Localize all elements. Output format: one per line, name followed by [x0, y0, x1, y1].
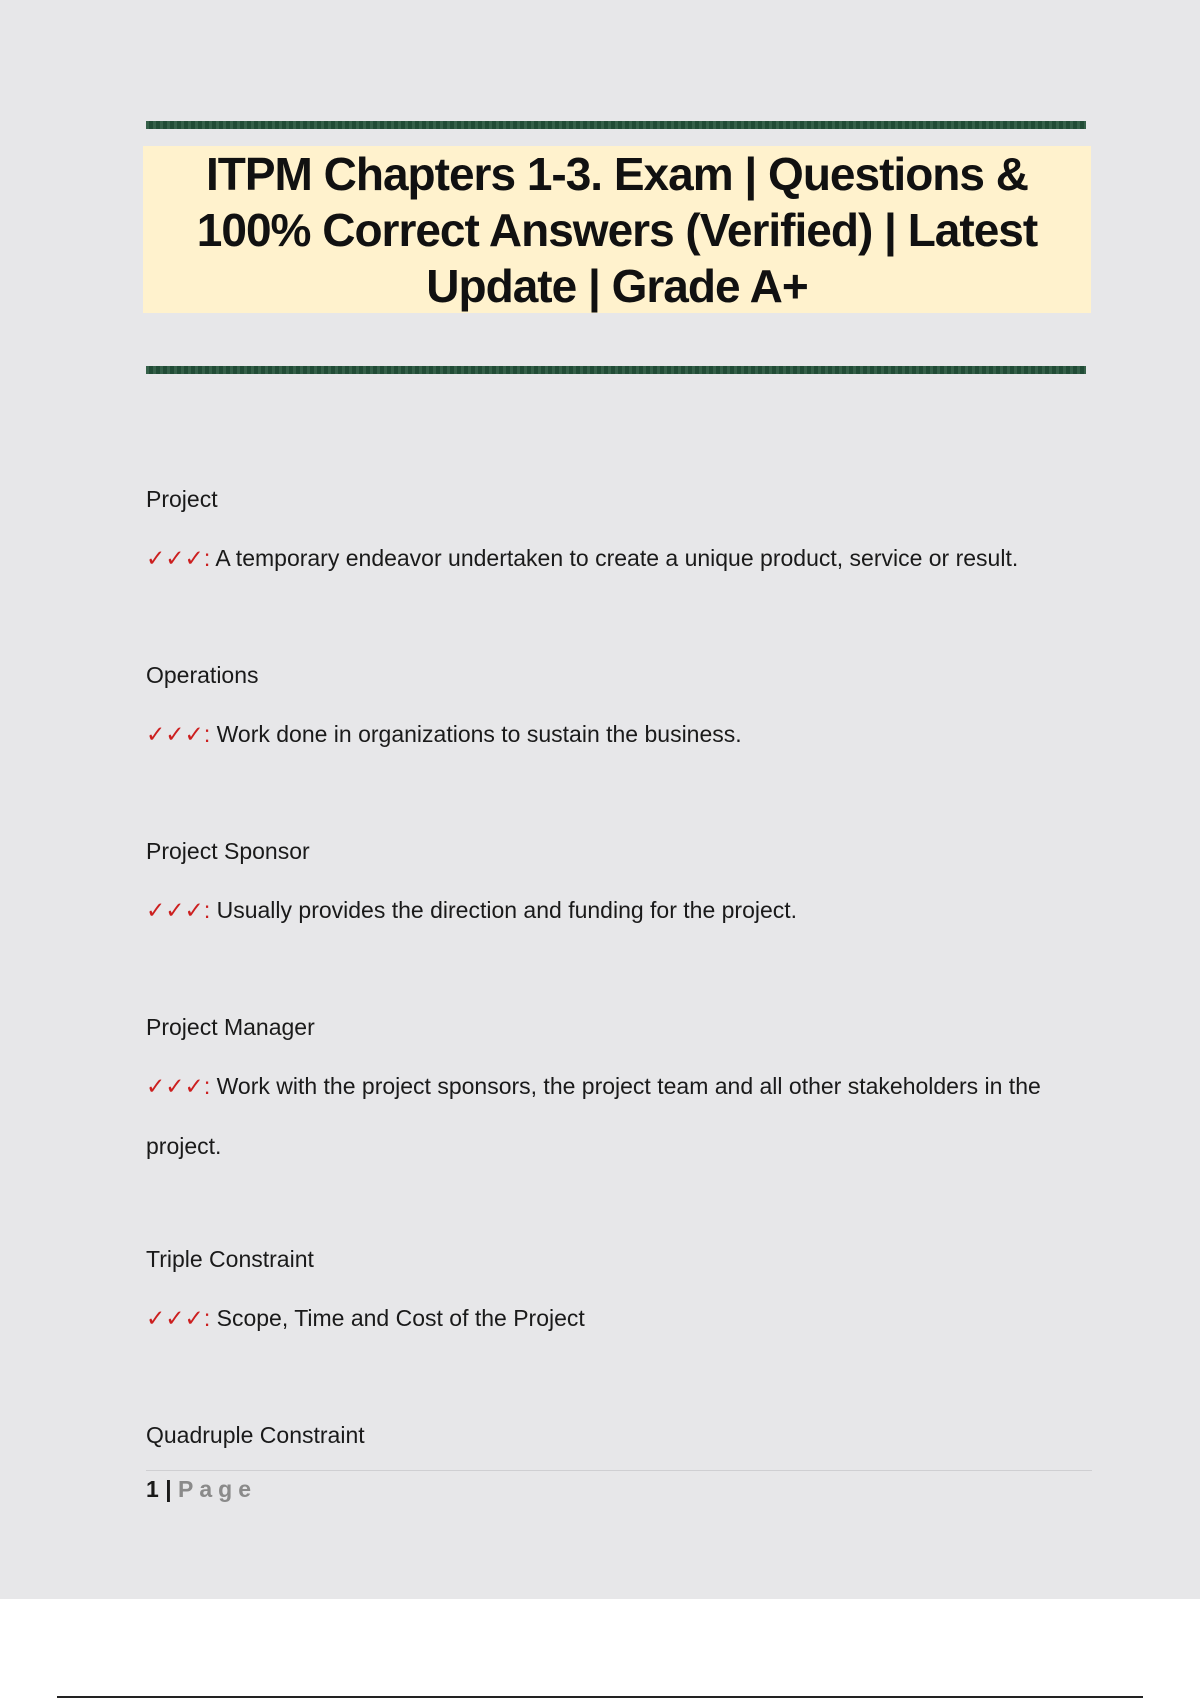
qa-item: [146, 1012, 1106, 1176]
answer-body: Usually provides the direction and funding for the project.: [216, 897, 798, 923]
checkmarks-icon: ✓✓✓:: [146, 1305, 211, 1331]
checkmarks-icon: ✓✓✓:: [146, 897, 211, 923]
title-highlight-box: [143, 146, 1091, 313]
page-number: 1: [146, 1476, 159, 1502]
question-text: Operations: [146, 662, 259, 688]
checkmarks-icon: ✓✓✓:: [146, 1073, 211, 1099]
answer-body: Work with the project sponsors, the project team and all other stakeholders in the project.: [146, 1073, 1041, 1159]
answer-text: [146, 1288, 1106, 1348]
answer-text: [146, 528, 1106, 588]
question-text: Project Manager: [146, 1014, 315, 1040]
checkmarks-icon: ✓✓✓:: [146, 545, 211, 571]
answer-body: Work done in organizations to sustain the business.: [216, 721, 742, 747]
qa-item: [146, 660, 1106, 764]
question-text: Project Sponsor: [146, 838, 310, 864]
page-footer: [146, 1474, 257, 1504]
title-bottom-rule: [146, 366, 1086, 374]
qa-item: [146, 1420, 1106, 1450]
title-top-rule: [146, 121, 1086, 129]
document-title: ITPM Chapters 1-3. Exam | Questions & 100% Correct Answers (Verified) | Latest Update | Grade A+: [196, 147, 1038, 312]
qa-item: [146, 484, 1106, 588]
footer-separator: |: [165, 1476, 172, 1502]
answer-text: [146, 1056, 1106, 1176]
answer-body: A temporary endeavor undertaken to create a unique product, service or result.: [215, 545, 1019, 571]
answer-body: Scope, Time and Cost of the Project: [216, 1305, 585, 1331]
question-text: Quadruple Constraint: [146, 1422, 365, 1448]
answer-text: [146, 704, 1106, 764]
footer-divider: [146, 1470, 1092, 1471]
answer-text: [146, 880, 1106, 940]
question-text: Project: [146, 486, 218, 512]
qa-item: [146, 1244, 1106, 1348]
page-label: Page: [178, 1476, 257, 1502]
qa-item: [146, 836, 1106, 940]
question-text: Triple Constraint: [146, 1246, 314, 1272]
next-page-top-rule: [57, 1696, 1143, 1698]
checkmarks-icon: ✓✓✓:: [146, 721, 211, 747]
